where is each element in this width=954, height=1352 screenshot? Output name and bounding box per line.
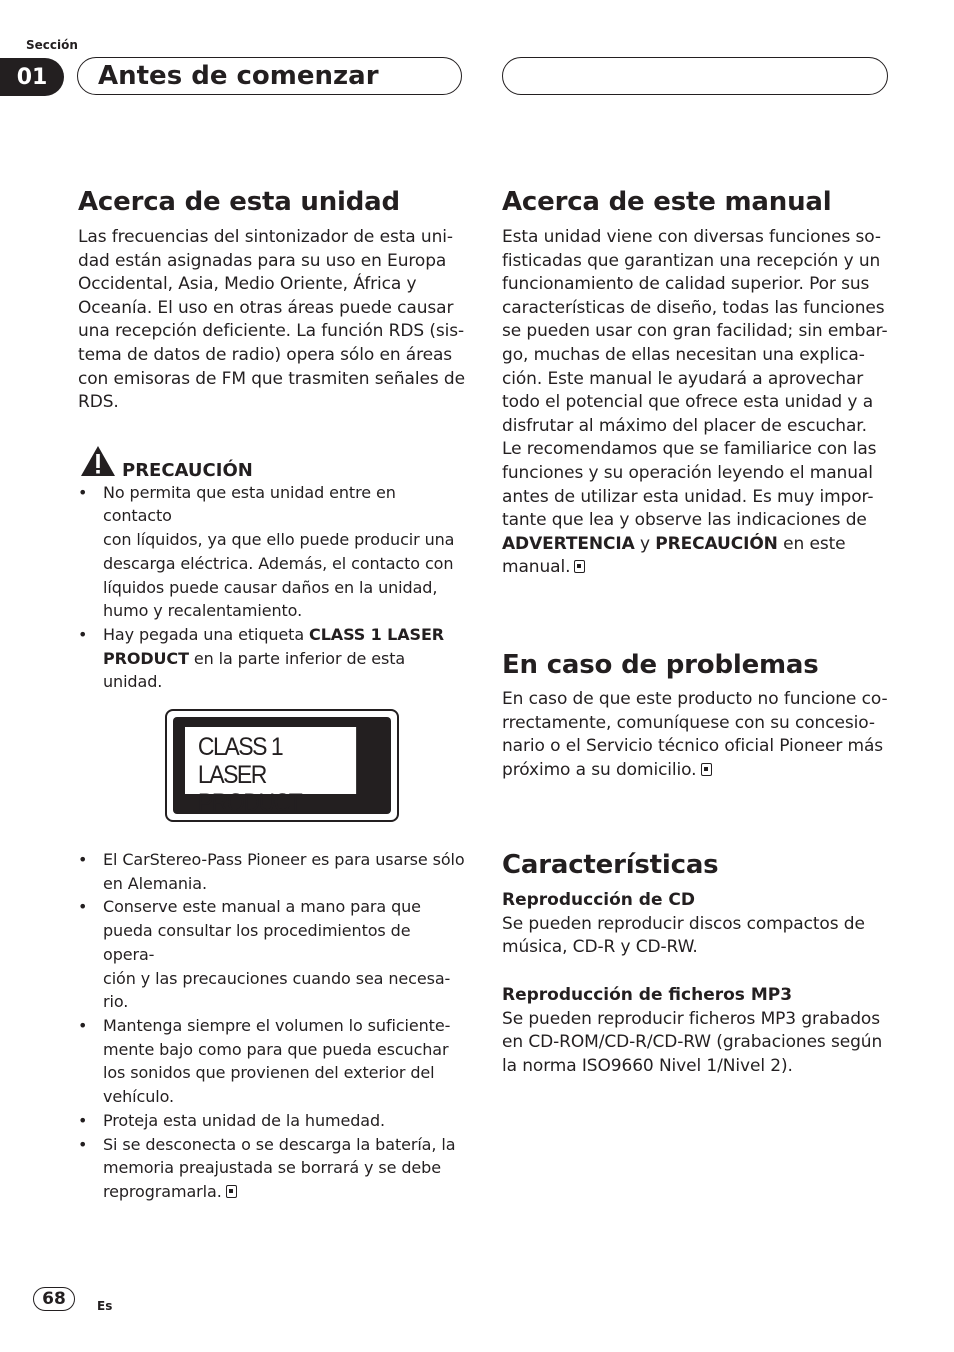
list-item: • Proteja esta unidad de la humedad. <box>78 1109 466 1133</box>
class1-laser-label <box>165 709 399 822</box>
feature-heading-mp3: Reproducción de ficheros MP3 <box>502 985 793 1006</box>
end-mark-icon <box>701 763 712 776</box>
last-bullet-text: Si se desconecta o se descarga la batería, la memoria preajustada se borrará y se debe reprogramarla. <box>103 1134 456 1201</box>
laser-prefix: Hay pegada una etiqueta <box>103 624 310 644</box>
features-heading: Características <box>502 850 719 881</box>
manual-body-text: Esta unidad viene con diversas funciones so- fisticadas que garantizan una recepción y un funcionamiento de calidad superior. Por sus características de diseño, todas las funciones se pueden usar con gran facilidad; sin embar- go, muchas de ellas necesitan una explica- ción. Este manual le ayudará a aprovechar todo el potencial que ofrece esta unidad y a disfrutar al máximo del placer de escuchar. Le recomendamos que se familiarice con las funciones y su operación leyendo el manual antes de utilizar esta unidad. Es muy impor- tante que lea y observe las indicaciones de <box>502 227 888 531</box>
list-item: • El CarStereo-Pass Pioneer es para usarse sólo en Alemania. <box>78 848 466 895</box>
manual-conj: y <box>634 533 656 554</box>
manual-bold-caution: PRECAUCIÓN <box>655 533 778 554</box>
manual-tail-1: en este <box>777 533 846 554</box>
caution-header <box>78 445 466 485</box>
warning-triangle-icon <box>80 445 116 477</box>
caution-list-bottom <box>78 848 466 1204</box>
caution-list-top <box>78 481 466 694</box>
laser-suffix: en la parte inferior de esta unidad. <box>103 648 406 692</box>
list-item-last <box>78 1133 466 1204</box>
manual-bold-warning: ADVERTENCIA <box>502 533 635 554</box>
feature-text-cd: Se pueden reproducir discos compactos de música, CD-R y CD-RW. <box>502 913 865 958</box>
problems-body <box>502 688 894 782</box>
unit-body: Las frecuencias del sintonizador de esta uni- dad están asignadas para su uso en Europa Occidental, Asia, Medio Oriente, África y Oceanía. El uso en otras áreas puede causar una recepción deficiente. La función RDS (sis- tema de datos de radio) opera sólo en áreas con emisoras de FM que trasmiten señales de RDS. <box>78 227 465 413</box>
feature-heading-cd: Reproducción de CD <box>502 890 696 911</box>
right-column <box>502 183 894 1078</box>
empty-header-pill <box>502 57 888 95</box>
problems-heading: En caso de problemas <box>502 649 819 680</box>
left-column <box>78 183 466 1204</box>
list-item: • Conserve este manual a mano para que pueda consultar los procedimientos de opera- ción y las precauciones cuando sea necesa- rio. <box>78 895 466 1014</box>
end-mark-icon <box>226 1185 237 1198</box>
language-code: Es <box>97 1299 113 1313</box>
end-mark-icon <box>574 560 585 573</box>
manual-heading: Acerca de este manual <box>502 187 832 217</box>
unit-heading: Acerca de esta unidad <box>78 187 400 217</box>
manual-body <box>502 226 894 580</box>
laser-bold-2: PRODUCT <box>103 648 189 668</box>
caution-label: PRECAUCIÓN <box>122 459 253 481</box>
section-label: Sección <box>26 38 78 52</box>
manual-tail-2: manual. <box>502 557 571 578</box>
laser-bold-1: CLASS 1 LASER <box>309 624 445 644</box>
section-title-pill <box>77 57 462 95</box>
section-number-badge: 01 <box>0 58 64 96</box>
page-number: 68 <box>33 1287 75 1311</box>
list-item: • Mantenga siempre el volumen lo suficiente- mente bajo como para que pueda escuchar los sonidos que provienen del exterior del vehículo. <box>78 1014 466 1109</box>
laser-label-text: CLASS 1 LASER PRODUCT <box>185 727 356 794</box>
list-item: • No permita que esta unidad entre en contacto con líquidos, ya que ello puede producir una descarga eléctrica. Además, el contacto con líquidos puede causar daños en la unidad, humo y recalentamiento. <box>78 481 466 623</box>
feature-text-mp3: Se pueden reproducir ficheros MP3 grabados en CD-ROM/CD-R/CD-RW (grabaciones según la norma ISO9660 Nivel 1/Nivel 2). <box>502 1008 883 1076</box>
problems-body-text: En caso de que este producto no funcione co- rrectamente, comuníquese con su concesio- nario o el Servicio técnico oficial Pioneer más próximo a su domicilio. <box>502 688 888 780</box>
list-item-laser <box>78 623 466 694</box>
section-title: Antes de comenzar <box>98 61 379 91</box>
